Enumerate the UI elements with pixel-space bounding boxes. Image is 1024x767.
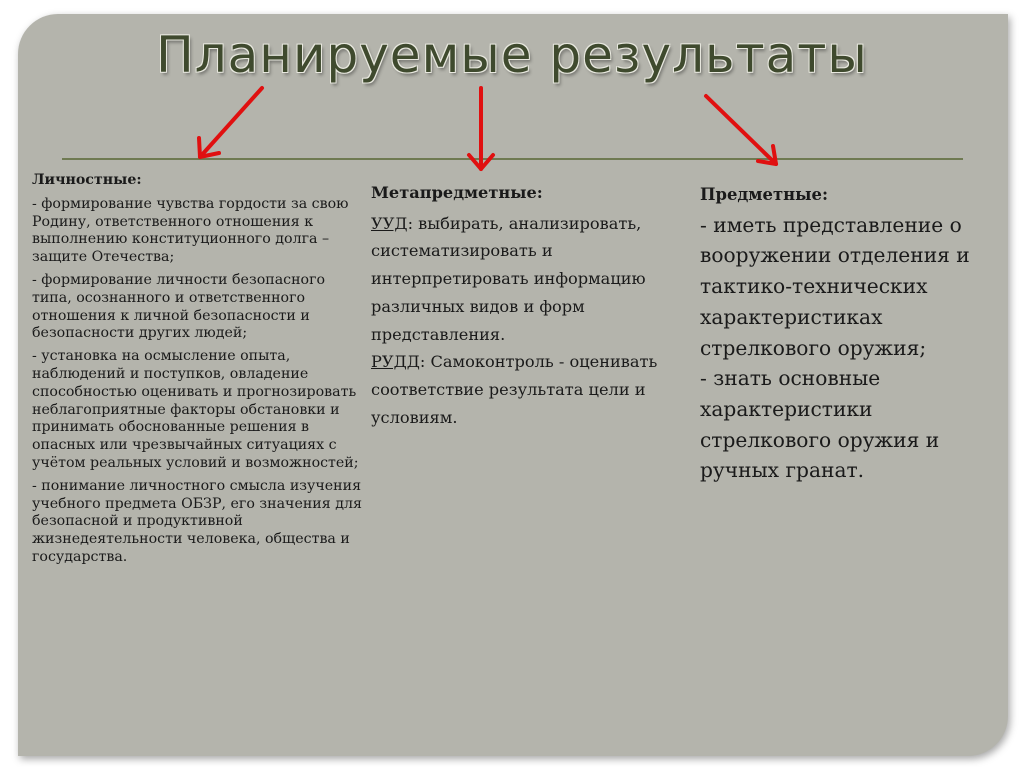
uud-paragraph	[371, 210, 661, 349]
meta-results-column	[371, 179, 661, 431]
arrow-right	[706, 96, 776, 164]
arrow-left	[199, 88, 262, 157]
personal-heading: Личностные:	[32, 172, 142, 188]
subject-item: - знать основные характеристики стрелкового оружия и ручных гранат.	[700, 366, 940, 483]
meta-heading: Метапредметные:	[371, 183, 543, 202]
personal-item: - понимание личностного смысла изучения учебного предмета ОБЗР, его значения для безопасной и продуктивной жизнедеятельности человека, общества и государства.	[32, 477, 362, 565]
uud-text: : выбирать, анализировать, систематизировать и интерпретировать информацию различных видов и форм представления.	[371, 213, 646, 344]
rudd-text: : Самоконтроль - оценивать соответствие результата цели и условиям.	[371, 352, 658, 427]
subject-heading: Предметные:	[700, 185, 829, 204]
subject-item: - иметь представление о вооружении отделения и тактико-технических характеристиках стрелкового оружия;	[700, 212, 970, 360]
subject-results-column	[700, 180, 1000, 486]
arrow-center	[469, 88, 493, 169]
uud-label: УУД	[371, 213, 408, 233]
slide-title: Планируемые результаты	[156, 26, 868, 84]
rudd-paragraph	[371, 348, 661, 431]
personal-item: - формирование личности безопасного типа, осознанного и ответственного отношения к личной безопасности и безопасности других людей;	[32, 271, 326, 342]
personal-results-column	[32, 172, 362, 572]
rudd-label: РУДД	[371, 352, 420, 372]
personal-item: - формирование чувства гордости за свою Родину, ответственного отношения к выполнению конституционного долга – защите Отечества;	[32, 195, 349, 266]
personal-item: - установка на осмысление опыта, наблюдений и поступков, овладение способностью оценивать и прогнозировать неблагоприятные факторы обстановки и принимать обоснованные решения в опасных или чрезвычайных ситуациях с учётом реальных условий и возможностей;	[32, 348, 359, 471]
